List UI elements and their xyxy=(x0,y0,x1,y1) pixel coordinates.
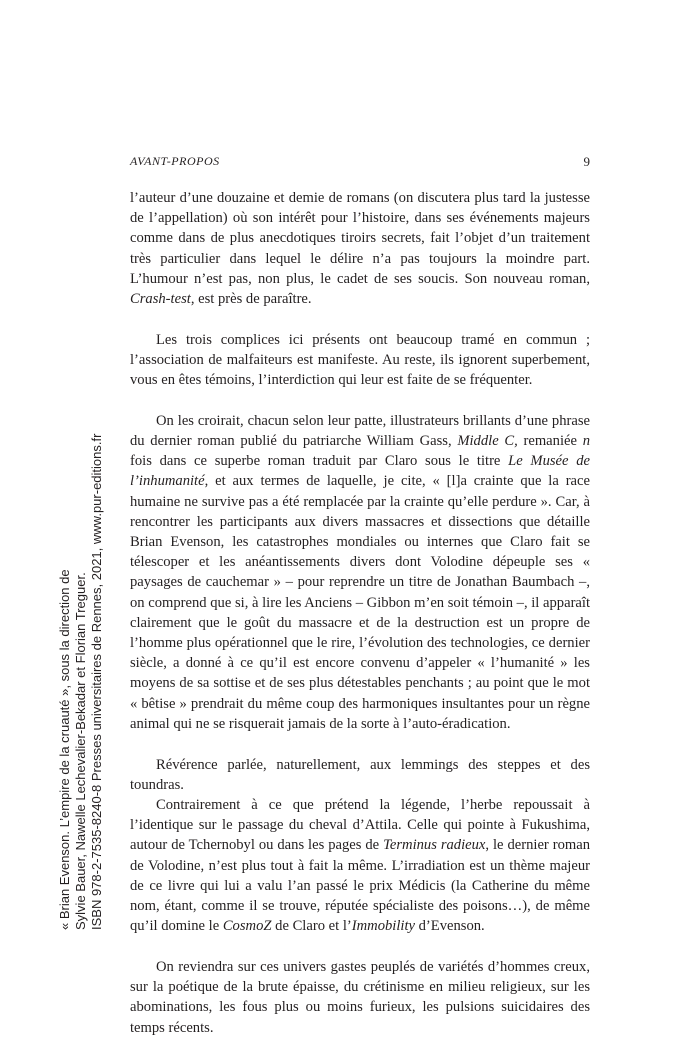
paragraph-5: Contrairement à ce que prétend la légende, l’herbe repoussait à l’identique sur le passage du cheval d’Attila. Celle qui pointe à Fukushima, autour de Tchernobyl ou dans les pages de Terminus radieux, le dernier roman de Volodine, n’est plus tout à fait la même. L’irradiation est un thème majeur de ce livre qui lui a valu l’an passé le prix Médicis (la Catherine du même nom, étant, comme il se trouve, réputée spécialiste des poisons…), de même qu’il domine le CosmoZ de Claro et l’Immobility d’Evenson. xyxy=(130,796,591,935)
running-head xyxy=(130,154,590,169)
side-note-line-3: ISBN 978-2-7535-8240-8 Presses universitaires de Rennes, 2021, www.pur-editions.fr xyxy=(89,433,104,930)
title-immobility: Immobility xyxy=(351,918,415,935)
page-number: 9 xyxy=(583,154,590,169)
title-cosmoz: CosmoZ xyxy=(222,918,272,935)
side-note-line-1: « Brian Evenson. L’empire de la cruauté », sous la direction de xyxy=(57,569,72,930)
paragraph-2: Les trois complices ici présents ont beaucoup tramé en commun ; l’association de malfaiteurs est manifeste. Au reste, ils ignorent superbement, vous en êtes témoins, l’interdiction qui leur est faite de se fréquenter. xyxy=(130,331,590,389)
italic-n: n xyxy=(582,433,590,450)
paragraph-3: On les croirait, chacun selon leur patte, illustrateurs brillants d’une phrase du dernier roman publié du patriarche William Gass, Middle C, remaniée n fois dans ce superbe roman traduit par Claro sous le titre Le Musée de l’inhumanité, et aux termes de laquelle, je cite, « [l]a crainte que la race humaine ne survive pas a été remplacée par la crainte qu’elle perdure ». Car, à rencontrer les participants aux divers massacres et dissections que détaille Brian Evenson, les catastrophes mondiales ou internes que Claro fait se télescoper et les anéantissements divers dont Volodine dépeuple ses « paysages de cauchemar » – pour reprendre un titre de Jonathan Baumbach –, on comprend que si, à lire les Anciens – Gibbon m’en soit témoin –, il apparaît clairement que le goût du massacre et de la destruction est un propre de l’homme plus opérationnel que le rire, l’évolution des technologies, ce dernier siècle, a donné à ce qu’il est encore convenu d’appeler « l’humanité » les moyens de sa sottise et de ses plus détestables penchants ; au point que le mot « bêtise » prendrait du même coup des harmoniques insultantes pour un règne animal qui ne se risquerait jamais de la sorte à l’auto-éradication. xyxy=(130,412,591,732)
paragraph-4: Révérence parlée, naturellement, aux lemmings des steppes et des toundras. xyxy=(130,756,590,793)
title-terminus-radieux: Terminus radieux xyxy=(383,837,486,854)
copyright-side-note xyxy=(57,433,105,930)
paragraph-1: l’auteur d’une douzaine et demie de romans (on discutera plus tard la justesse de l’appellation) où son intérêt pour l’histoire, dans ses événements majeurs comme dans de plus anecdotiques tiroirs secrets, fait l’objet d’un traitement très particulier dans lequel le délire n’a pas toujours la moindre part. L’humour n’est pas, non plus, le cadet de ses soucis. Son nouveau roman, Crash-test, est près de paraître. xyxy=(130,190,590,308)
paragraph-6: On reviendra sur ces univers gastes peuplés de variétés d’hommes creux, sur la poétique de la brute épaisse, du crétinisme en milieu religieux, sur les abominations, les fous plus ou moins furieux, les pulsions suicidaires des temps récents. xyxy=(130,958,590,1036)
title-musee: Le Musée de l’inhumanité xyxy=(130,453,590,490)
body-text xyxy=(130,188,590,1038)
title-crash-test: Crash-test xyxy=(130,291,191,308)
running-title: AVANT-PROPOS xyxy=(130,154,220,168)
title-middle-c: Middle C, xyxy=(457,433,518,450)
side-note-line-2: Sylvie Bauer, Nawelle Lechevalier-Bekadar et Florian Treguer. xyxy=(73,572,88,930)
